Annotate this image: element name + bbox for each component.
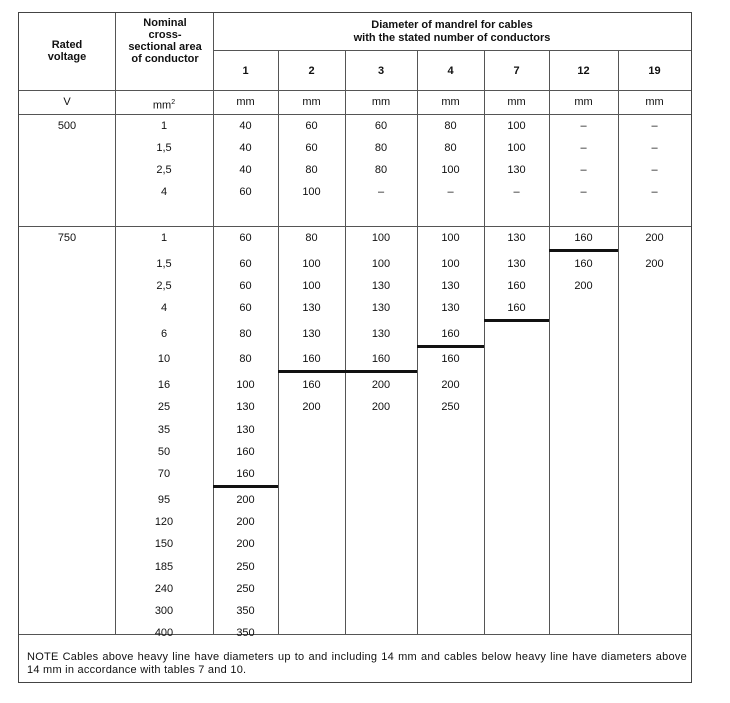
area-cell: 70 — [157, 468, 171, 480]
diameter-cell: 60 — [239, 280, 252, 292]
diameter-cell: 60 — [239, 232, 252, 244]
unit-mm: mm — [302, 96, 321, 108]
row-divider — [19, 114, 691, 115]
diameter-cell: – — [580, 120, 587, 132]
diameter-cell: 100 — [441, 232, 460, 244]
diameter-cell: 80 — [444, 120, 457, 132]
diameter-cell: 100 — [302, 258, 321, 270]
voltage-500: 500 — [57, 120, 77, 132]
diameter-cell: 100 — [441, 164, 460, 176]
diameter-cell: 80 — [239, 353, 252, 365]
diameter-cell: – — [651, 164, 658, 176]
diameter-cell: – — [651, 120, 658, 132]
heavy-line — [484, 319, 549, 322]
diameter-cell: 160 — [302, 379, 321, 391]
diameter-cell: 130 — [302, 328, 321, 340]
heavy-line — [213, 485, 278, 488]
area-cell: 1,5 — [156, 258, 172, 270]
diameter-cell: 60 — [374, 120, 388, 132]
col-divider — [345, 50, 346, 634]
diameter-cell: 100 — [441, 258, 460, 270]
conductor-count-3: 3 — [377, 65, 385, 77]
diameter-cell: 130 — [507, 232, 526, 244]
diameter-cell: 60 — [305, 120, 318, 132]
unit-mm: mm — [574, 96, 593, 108]
conductor-count-2: 2 — [308, 65, 315, 77]
diameter-cell: 160 — [371, 353, 391, 365]
conductor-count-19: 19 — [648, 65, 661, 77]
area-cell: 2,5 — [156, 280, 172, 292]
diameter-cell: 100 — [302, 280, 321, 292]
diameter-cell: 200 — [236, 538, 255, 550]
header-nominal-area: Nominal cross-sectional area of conductor — [128, 17, 202, 65]
diameter-cell: 200 — [371, 401, 391, 413]
heavy-line — [549, 249, 618, 252]
diameter-cell: – — [513, 186, 520, 198]
diameter-cell: – — [377, 186, 385, 198]
diameter-cell: 130 — [371, 302, 391, 314]
diameter-cell: 100 — [371, 232, 391, 244]
area-cell: 1,5 — [156, 142, 172, 154]
area-cell: 25 — [157, 401, 171, 413]
diameter-cell: – — [447, 186, 454, 198]
diameter-cell: 80 — [374, 142, 388, 154]
area-cell: 6 — [160, 328, 168, 340]
diameter-cell: 80 — [239, 328, 252, 340]
area-cell: 150 — [154, 538, 174, 550]
diameter-cell: 60 — [239, 258, 252, 270]
diameter-cell: 200 — [236, 494, 255, 506]
diameter-cell: 350 — [236, 627, 255, 639]
diameter-cell: 130 — [371, 280, 391, 292]
diameter-cell: 160 — [574, 232, 593, 244]
col-divider — [484, 50, 485, 634]
conductor-count-1: 1 — [242, 65, 249, 77]
diameter-cell: 80 — [374, 164, 388, 176]
area-cell: 1 — [160, 232, 168, 244]
diameter-cell: 40 — [239, 164, 252, 176]
diameter-cell: 160 — [441, 353, 460, 365]
unit-area-exponent: 2 — [171, 99, 176, 106]
diameter-cell: 200 — [302, 401, 321, 413]
diameter-cell: 40 — [239, 120, 252, 132]
col-divider — [618, 50, 619, 634]
unit-mm: mm — [371, 96, 391, 108]
table-note: NOTE Cables above heavy line have diameters up to and including 14 mm and cables below heavy line have diameters above 14 mm in accordance with tables 7 and 10. — [27, 651, 687, 676]
diameter-cell: – — [651, 142, 658, 154]
conductor-count-7: 7 — [513, 65, 520, 77]
diameter-cell: – — [651, 186, 658, 198]
area-cell: 240 — [154, 583, 174, 595]
unit-mm: mm — [236, 96, 255, 108]
row-divider — [213, 50, 691, 51]
diameter-cell: 40 — [239, 142, 252, 154]
unit-mm: mm — [645, 96, 664, 108]
area-cell: 4 — [160, 186, 168, 198]
col-divider — [417, 50, 418, 634]
unit-area — [115, 96, 213, 113]
area-cell: 4 — [160, 302, 168, 314]
area-cell: 120 — [154, 516, 174, 528]
diameter-cell: 60 — [239, 186, 252, 198]
diameter-cell: 160 — [236, 468, 255, 480]
diameter-cell: 250 — [236, 583, 255, 595]
diameter-cell: 160 — [441, 328, 460, 340]
diameter-cell: 130 — [236, 401, 255, 413]
unit-mm: mm — [441, 96, 460, 108]
diameter-cell: 160 — [236, 446, 255, 458]
diameter-cell: 80 — [305, 164, 318, 176]
diameter-cell: 100 — [302, 186, 321, 198]
diameter-cell: 100 — [371, 258, 391, 270]
diameter-cell: 130 — [441, 280, 460, 292]
area-cell: 10 — [157, 353, 171, 365]
unit-area-base: mm — [152, 99, 172, 112]
header-rated-voltage: Rated voltage — [47, 39, 87, 63]
diameter-cell: 350 — [236, 605, 255, 617]
diameter-cell: 130 — [507, 164, 526, 176]
diameter-cell: 200 — [574, 280, 593, 292]
diameter-cell: – — [580, 164, 587, 176]
diameter-cell: 130 — [441, 302, 460, 314]
area-cell: 95 — [157, 494, 171, 506]
area-cell: 16 — [157, 379, 171, 391]
diameter-cell: 250 — [441, 401, 460, 413]
voltage-750: 750 — [57, 232, 77, 244]
col-divider — [278, 50, 279, 634]
area-cell: 35 — [157, 424, 171, 436]
area-cell: 2,5 — [156, 164, 172, 176]
diameter-cell: 130 — [371, 328, 391, 340]
diameter-cell: 250 — [236, 561, 255, 573]
diameter-cell: 60 — [239, 302, 252, 314]
col-divider — [549, 50, 550, 634]
diameter-cell: 160 — [302, 353, 321, 365]
diameter-cell: – — [580, 142, 587, 154]
unit-voltage: V — [63, 96, 71, 108]
diameter-cell: 130 — [507, 258, 526, 270]
heavy-line — [278, 370, 417, 373]
area-cell: 400 — [154, 627, 174, 639]
row-divider — [19, 226, 691, 227]
mandrel-diameter-table — [18, 12, 692, 683]
row-divider — [19, 90, 691, 91]
header-diameter-line2: with the stated number of conductors — [353, 32, 551, 44]
area-cell: 300 — [154, 605, 174, 617]
diameter-cell: 200 — [645, 258, 664, 270]
diameter-cell: 100 — [236, 379, 255, 391]
diameter-cell: 100 — [507, 120, 526, 132]
diameter-cell: 160 — [507, 280, 526, 292]
diameter-cell: 160 — [574, 258, 593, 270]
diameter-cell: 100 — [507, 142, 526, 154]
diameter-cell: 80 — [444, 142, 457, 154]
diameter-cell: 130 — [236, 424, 255, 436]
unit-mm: mm — [507, 96, 526, 108]
heavy-line — [417, 345, 484, 348]
diameter-cell: – — [580, 186, 587, 198]
diameter-cell: 130 — [302, 302, 321, 314]
diameter-cell: 200 — [371, 379, 391, 391]
area-cell: 1 — [160, 120, 168, 132]
diameter-cell: 200 — [645, 232, 664, 244]
conductor-count-4: 4 — [447, 65, 454, 77]
area-cell: 50 — [157, 446, 171, 458]
diameter-cell: 200 — [236, 516, 255, 528]
header-diameter-line1: Diameter of mandrel for cables — [371, 19, 533, 31]
diameter-cell: 80 — [305, 232, 318, 244]
diameter-cell: 160 — [507, 302, 526, 314]
area-cell: 185 — [154, 561, 174, 573]
conductor-count-12: 12 — [577, 65, 590, 77]
diameter-cell: 60 — [305, 142, 318, 154]
diameter-cell: 200 — [441, 379, 460, 391]
